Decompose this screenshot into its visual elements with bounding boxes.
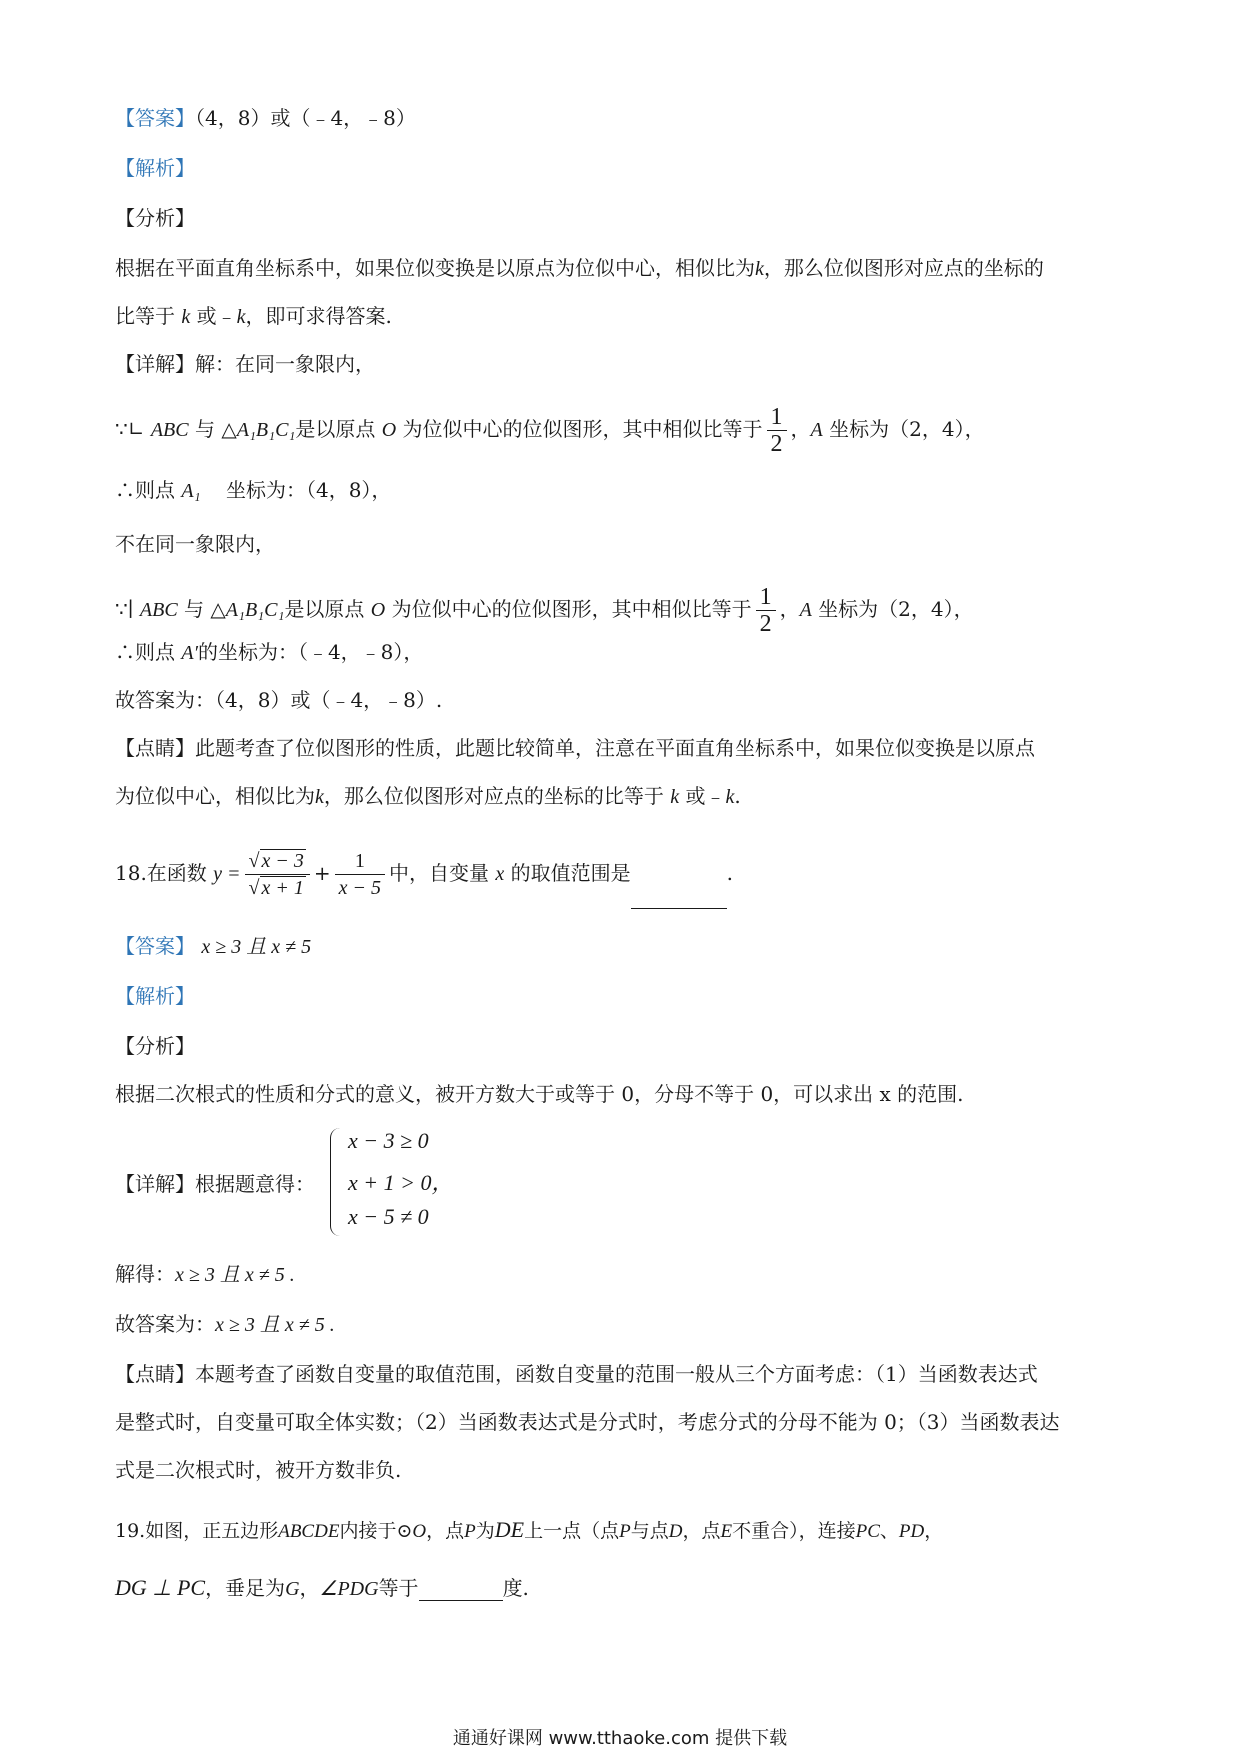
- var-k: k: [181, 306, 191, 328]
- text: ∴则点: [115, 640, 175, 664]
- q18-detail-line: [115, 1172, 315, 1196]
- text: 上一点（点: [524, 1520, 620, 1542]
- text: ，: [779, 597, 800, 621]
- q17-because-line-2: [115, 582, 974, 637]
- text: 或﹣: [196, 304, 237, 328]
- answer-tag: 【答案】: [115, 106, 195, 130]
- text: 是以原点: [284, 597, 365, 621]
- q17-therefore-line-1: [115, 478, 391, 503]
- q17-because-line-1: [115, 402, 985, 457]
- q18-final-line: [115, 1312, 335, 1337]
- text: ，: [299, 1576, 320, 1600]
- plus-sign: +: [313, 861, 331, 885]
- text: 与 △: [177, 597, 226, 621]
- text: 与 △: [188, 417, 237, 441]
- text: 为: [475, 1520, 495, 1542]
- radicand: x − 3: [261, 850, 304, 872]
- var-k: k: [755, 258, 764, 280]
- numerator: 1: [756, 584, 776, 611]
- q19-line-2: [115, 1576, 529, 1601]
- q17-fenxi-line-1: [115, 256, 1044, 281]
- inequality-2: x + 1 > 0，: [348, 1170, 454, 1195]
- denominator: 2: [770, 431, 783, 457]
- dianjing-tag: 【点睛】: [115, 736, 195, 760]
- triangle-abc: ABC: [139, 599, 178, 621]
- point-d: D: [668, 1521, 683, 1542]
- text: 坐标为（2，4），: [829, 417, 985, 441]
- text: ，垂足为: [205, 1576, 286, 1600]
- answer-blank[interactable]: [631, 886, 727, 909]
- point-o: O: [370, 599, 386, 621]
- text: 是以原点: [295, 417, 376, 441]
- text: ，即可求得答案.: [245, 304, 392, 328]
- text: 根据在平面直角坐标系中，如果位似变换是以原点为位似中心，相似比为: [115, 256, 755, 280]
- q18-answer-line: [115, 934, 311, 959]
- q18-dianjing-line-2: 是整式时，自变量可取全体实数；（2）当函数表达式是分式时，考虑分式的分母不能为 0；（3）当函数表达: [115, 1410, 1060, 1434]
- point-p: P: [464, 1521, 476, 1542]
- triangle-abc: ABC: [150, 419, 189, 441]
- text: 、: [879, 1520, 899, 1542]
- answer-blank[interactable]: [419, 1578, 503, 1601]
- because-symbol: ∵∟: [115, 417, 145, 441]
- point-a: A: [799, 599, 812, 621]
- point-o: O: [381, 419, 397, 441]
- arc-de: DE: [494, 1517, 525, 1542]
- dianjing-tag: 【点睛】: [115, 1362, 195, 1386]
- var-k: k: [236, 306, 246, 328]
- text: ∴则点: [115, 478, 175, 502]
- denominator: x − 5: [338, 877, 382, 899]
- q17-therefore-line-2: [115, 640, 423, 665]
- text: 度.: [502, 1576, 529, 1600]
- text: 中，自变量: [389, 861, 490, 885]
- analysis-tag: 【解析】: [115, 984, 195, 1008]
- point-a: A: [810, 419, 823, 441]
- sqrt-fraction: [245, 848, 310, 901]
- text: 与点: [630, 1520, 669, 1542]
- q17-fenxi-line-2: [115, 304, 392, 329]
- point-g: G: [285, 1578, 300, 1600]
- question-prefix: 18.在函数: [115, 861, 207, 885]
- text: 的取值范围是: [510, 861, 631, 885]
- inequality-system: [330, 1128, 454, 1238]
- text: 19.如图，正五边形: [115, 1520, 279, 1542]
- inequality-1: x − 3 ≥ 0: [348, 1128, 429, 1153]
- dg-perp-pc: DG ⊥ PC: [115, 1575, 206, 1600]
- fraction-1-over-x-5: [335, 848, 385, 901]
- point-e: E: [720, 1521, 733, 1542]
- var-k: k: [315, 786, 324, 808]
- analysis-tag: 【解析】: [115, 156, 195, 180]
- q17-detail-line: [115, 352, 375, 376]
- radicand: x + 1: [261, 877, 304, 899]
- detail-tag: 【详解】: [115, 352, 195, 376]
- detail-tag: 【详解】: [115, 1172, 195, 1196]
- text: 解：在同一象限内，: [195, 352, 375, 376]
- q19-line-1: [115, 1518, 943, 1544]
- text: 的坐标为：（﹣4，﹣8），: [197, 640, 424, 664]
- text: 解得：: [115, 1262, 175, 1286]
- text: 内接于: [339, 1520, 397, 1542]
- fenxi-tag: 【分析】: [115, 206, 195, 230]
- segment-pd: PD: [898, 1521, 925, 1542]
- q18-fenxi: 根据二次根式的性质和分式的意义，被开方数大于或等于 0，分母不等于 0，可以求出 x 的范围.: [115, 1082, 964, 1106]
- inequality-3: x − 5 ≠ 0: [348, 1204, 429, 1229]
- solution: x ≥ 3 且 x ≠ 5 .: [175, 1264, 295, 1286]
- angle-pdg: ∠PDG: [319, 1578, 379, 1600]
- text: 比等于: [115, 304, 175, 328]
- answer-tag: 【答案】: [115, 934, 195, 958]
- text: 坐标为：（4，8），: [225, 478, 392, 502]
- q18-question: [115, 838, 733, 909]
- numerator: 1: [335, 848, 385, 875]
- text: ，那么位似图形对应点的坐标的: [763, 256, 1044, 280]
- denominator: 2: [759, 611, 772, 637]
- text: ，: [924, 1520, 944, 1542]
- period: .: [726, 861, 734, 885]
- page-footer: 通通好课网 www.tthaoke.com 提供下载: [452, 1728, 788, 1749]
- text: 为位似中心的位似图形，其中相似比等于: [402, 417, 763, 441]
- var-x: x: [495, 863, 505, 885]
- q18-dianjing-line-3: 式是二次根式时，被开方数非负.: [115, 1458, 402, 1482]
- triangle-a1b1c1: A₁B₁C₁: [225, 599, 285, 621]
- var-k: k: [670, 786, 680, 808]
- text: 或﹣: [685, 784, 726, 808]
- text: 故答案为：: [115, 1312, 215, 1336]
- sqrt-denominator: √ x + 1: [248, 877, 304, 899]
- pentagon-abcde: ABCDE: [278, 1521, 340, 1542]
- text: ，点: [426, 1520, 465, 1542]
- final-answer: x ≥ 3 且 x ≠ 5 .: [215, 1314, 335, 1336]
- answer-text: （4，8）或（﹣4，﹣8）: [195, 106, 416, 130]
- q17-not-same: 不在同一象限内，: [115, 532, 275, 556]
- text: 本题考查了函数自变量的取值范围，函数自变量的范围一般从三个方面考虑：（1）当函数表达式: [195, 1362, 1038, 1386]
- text: 不重合），连接: [732, 1520, 856, 1542]
- q17-answer-line: [115, 106, 416, 130]
- sqrt-numerator: √ x − 3: [245, 848, 310, 875]
- point-p: P: [619, 1521, 631, 1542]
- point-a-prime: A′: [181, 642, 198, 664]
- text: 根据题意得：: [195, 1172, 315, 1196]
- answer-text: x ≥ 3 且 x ≠ 5: [201, 936, 312, 958]
- q17-dianjing-line-1: [115, 736, 1035, 760]
- fenxi-tag: 【分析】: [115, 1034, 195, 1058]
- circle-symbol: ⊙: [396, 1520, 413, 1542]
- var-k: k: [725, 786, 735, 808]
- segment-pc: PC: [855, 1521, 880, 1542]
- text: 坐标为（2，4），: [818, 597, 974, 621]
- text: ，: [790, 417, 811, 441]
- q17-final: 故答案为：（4，8）或（﹣4，﹣8）.: [115, 688, 443, 712]
- triangle-a1b1c1: A₁B₁C₁: [236, 419, 296, 441]
- numerator: 1: [767, 404, 787, 431]
- because-symbol: ∵∣: [115, 597, 134, 621]
- text: 此题考查了位似图形的性质，此题比较简单，注意在平面直角坐标系中，如果位似变换是以原点: [195, 736, 1035, 760]
- text: 为位似中心，相似比为: [115, 784, 315, 808]
- fraction-half: [767, 404, 787, 457]
- fraction-half: [756, 584, 776, 637]
- text: ，点: [682, 1520, 721, 1542]
- text: 等于: [378, 1576, 419, 1600]
- y-equals: y =: [213, 863, 241, 885]
- q18-solve-line: [115, 1262, 295, 1287]
- text: ，那么位似图形对应点的坐标的比等于: [323, 784, 664, 808]
- text: 为位似中心的位似图形，其中相似比等于: [391, 597, 752, 621]
- point-o: O: [412, 1521, 427, 1542]
- q18-dianjing-line-1: [115, 1362, 1038, 1386]
- brace: [330, 1128, 343, 1236]
- q17-dianjing-line-2: 为位似中心，相似比为k，那么位似图形对应点的坐标的比等于 k 或﹣k.: [115, 784, 741, 808]
- point-a1: A₁: [181, 480, 201, 502]
